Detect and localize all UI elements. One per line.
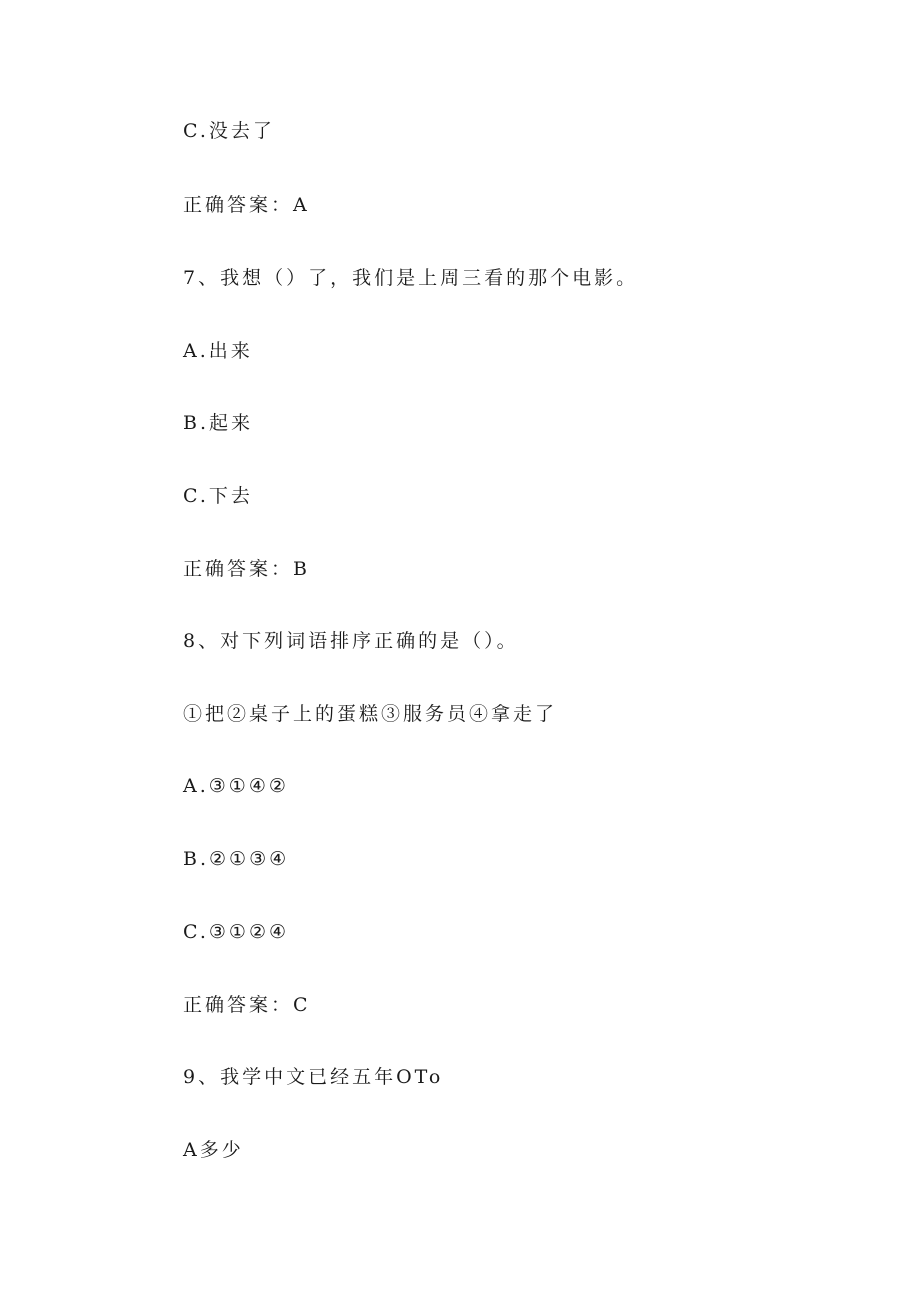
question-8-words: ①把②桌子上的蛋糕③服务员④拿走了 [183,703,558,725]
answer-q6: 正确答案：A [183,194,310,216]
option-c-q7: C.下去 [183,485,253,507]
answer-q8: 正确答案：C [183,994,311,1016]
question-8: 8、对下列词语排序正确的是（）。 [183,630,519,652]
answer-q7: 正确答案：B [183,558,310,580]
option-a-q7: A.出来 [183,340,253,362]
question-9: 9、我学中文已经五年OTo [183,1066,444,1088]
option-a-q9: A多少 [183,1139,244,1161]
option-a-q8: A.③①④② [183,775,289,797]
option-c-q8: C.③①②④ [183,921,290,943]
option-b-q7: B.起来 [183,412,254,434]
option-b-q8: B.②①③④ [183,848,290,870]
option-c-q6: C.没去了 [183,120,275,142]
question-7: 7、我想（）了，我们是上周三看的那个电影。 [183,267,639,289]
